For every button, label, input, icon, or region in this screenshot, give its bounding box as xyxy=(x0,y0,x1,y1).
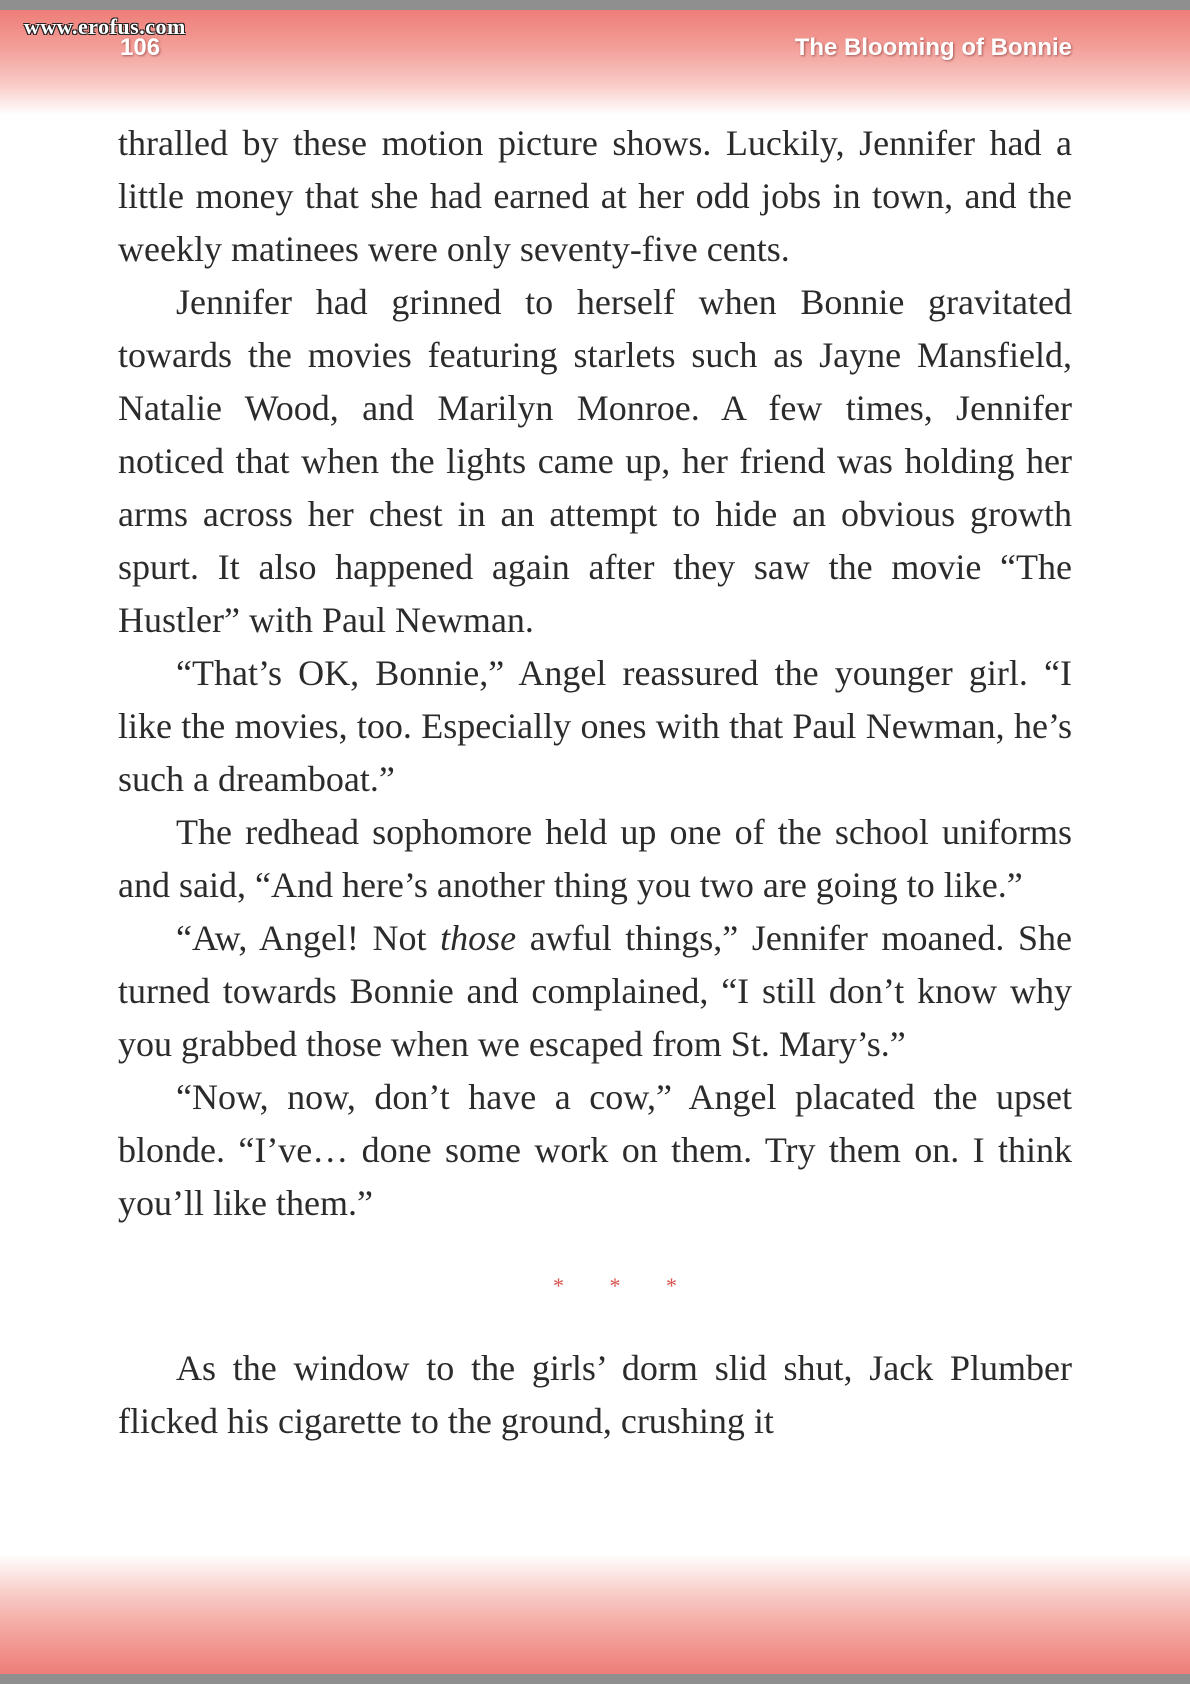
bottom-border xyxy=(0,1674,1190,1684)
running-title: The Blooming of Bonnie xyxy=(794,34,1072,61)
watermark: www.erofus.com xyxy=(24,14,186,39)
paragraph-7: As the window to the girls’ dorm slid shut, Jack Plumber flicked his cigarette to the ground, crushing it xyxy=(118,1348,1072,1441)
scene-break: * * * xyxy=(553,1273,677,1298)
body-text xyxy=(118,117,1072,1448)
paragraph-5-end: awful things,” Jennifer moaned. She turned towards Bonnie and complained, “I still don’t know why you grabbed those when we escaped from St. Mary’s.” xyxy=(118,918,1072,1064)
paragraph-1: thralled by these motion picture shows. Luckily, Jennifer had a little money that she had earned at her odd jobs in town, and the weekly matinees were only seventy-five cents. xyxy=(118,123,1072,269)
top-border xyxy=(0,0,1190,10)
footer-band xyxy=(0,1554,1190,1674)
paragraph-5-start: “Aw, Angel! Not xyxy=(176,918,441,958)
paragraph-3: “That’s OK, Bonnie,” Angel reassured the younger girl. “I like the movies, too. Especially ones with that Paul Newman, he’s such a dreamboat.” xyxy=(118,653,1072,799)
emphasis-those: those xyxy=(440,918,517,958)
page-number: 106 xyxy=(120,34,161,61)
paragraph-4: The redhead sophomore held up one of the school uniforms and said, “And here’s another thing you two are going to like.” xyxy=(118,812,1072,905)
paragraph-6: “Now, now, don’t have a cow,” Angel placated the upset blonde. “I’ve… done some work on them. Try them on. I think you’ll like them.” xyxy=(118,1077,1072,1223)
paragraph-2: Jennifer had grinned to herself when Bonnie gravitated towards the movies featuring starlets such as Jayne Mansfield, Natalie Wood, and Marilyn Monroe. A few times, Jennifer noticed that when the lights came up, her friend was holding her arms across her chest in an attempt to hide an obvious growth spurt. It also happened again after they saw the movie “The Hustler” with Paul Newman. xyxy=(118,282,1072,640)
paragraph-5 xyxy=(118,912,1072,1071)
